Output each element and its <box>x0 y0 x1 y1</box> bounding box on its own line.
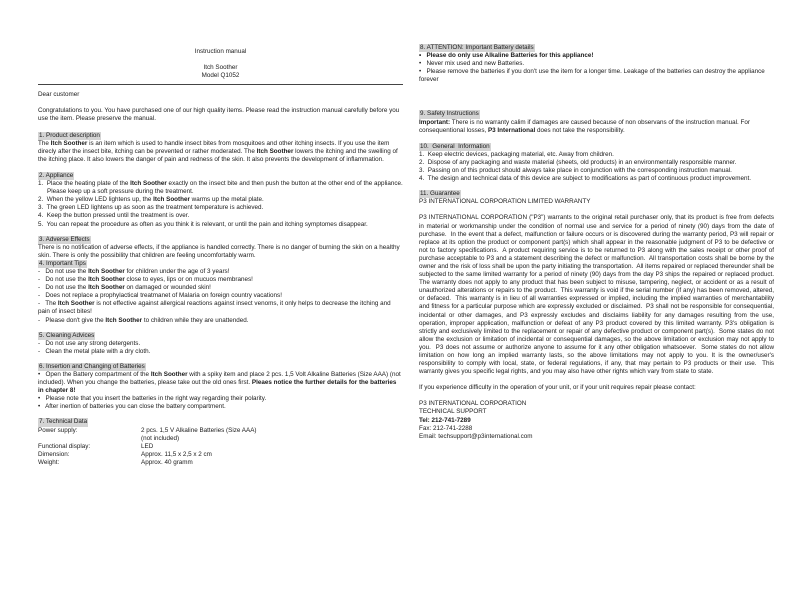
table-row: Power supply: 2 pcs. 1,5 V Alkaline Batteries (Size AAA) <box>38 426 257 434</box>
adverse-effects-text: There is no notification of adverse effects, if the appliance is handled correctly. There is no danger of burning the skin on a healthy skin. There is only the possibility that children are feeling uncomfortably warm. <box>38 243 402 259</box>
battery-detail: • Never mix used and new Batteries. <box>419 60 525 68</box>
product-name: Itch Soother <box>203 64 238 72</box>
right-column <box>419 0 778 441</box>
appliance-step: 1. Place the heating plate of the Itch Soother exactly on the insect bite and then push the button at the other end of the appliance. Please keep up a soft pressure during the treatment. <box>38 180 405 196</box>
contact-phone: Tel: 212-741-7289 <box>419 416 471 424</box>
table-row: Weight: Approx. 40 gramm <box>38 458 193 466</box>
contact-support: TECHNICAL SUPPORT <box>419 408 487 416</box>
tip-item: - Do not use the Itch Soother close to eyes, lips or on mucuos membranes! <box>38 276 253 284</box>
appliance-step: 3. The green LED lightens up as soon as the treatment temperature is achieved. <box>38 204 264 212</box>
section-heading-guarantee: 11. Guarantee <box>420 190 460 198</box>
battery-detail: • Please do only use Alkaline Batteries for this appliance! <box>419 52 594 60</box>
appliance-step: 2. When the yellow LED lightens up, the Itch Soother warms up the metal plate. <box>38 196 264 204</box>
section-heading-appliance: 2. Appliance <box>39 171 74 179</box>
contact-email: Email: techsupport@p3international.com <box>419 432 533 440</box>
section-heading-adverse-effects: 3. Adverse Effects <box>39 235 90 243</box>
section-heading-product-description: 1. Product description <box>39 131 100 139</box>
safety-text: Important: There is no warranty calim if damages are caused because of non observans of the instruction manual. For consequentional losses, P3 International does not take the responsibility. <box>419 118 752 134</box>
contact-company: P3 INTERNATIONAL CORPORATION <box>419 400 527 408</box>
general-info-item: 4. The design and technical data of this device are subject to modifications as part of continuous product improvement. <box>419 175 752 183</box>
battery-instruction: • After inertion of batteries you can close the battery compartment. <box>38 403 226 411</box>
technical-data-table <box>38 427 403 467</box>
section-heading-safety: 9. Safety Instructions <box>420 110 479 118</box>
section-heading-batteries: 6. Insertion and Changing of Batteries <box>39 362 145 370</box>
tip-item: - Does not replace a prophylactical treatmanet of Malaria on foreign country vacations! <box>38 292 282 300</box>
document-title: Instruction manual <box>194 48 247 55</box>
appliance-step: 5. You can repeat the procedure as often as you think it is relevant, or until the pain and itching symptomes disappear. <box>38 220 368 228</box>
tip-item: - Do not use the Itch Soother for children under the age of 3 years! <box>38 267 230 275</box>
cleaning-item: - Do not use any strong detergents. <box>38 339 141 347</box>
warranty-body: P3 INTERNATIONAL CORPORATION ("P3") warrants to the original retail purchaser only, that its product is free from defects in material or workmanship under the condition of normal use and service for a period of ninety (90) days from the date of purchase. In the event that a defect, malfunction or failure occurs or is discovered during the warranty period, P3 will repair or replace at its option the product or component part(s) which shall appear in the reasonable judgment of P3 to be defective or not to factory specifications. A product requiring service is to be returned to P3 along with the sales receipt or other proof of purchase acceptable to P3 and a statement describing the defect or malfunction. All transportation costs shall be borne by the owner and the risk of loss shall be upon the party initiating the transportation. All items repaired or replaced thereunder shall be subjected to the same limited warranty for a period of ninety (90) days from the day P3 ships the repaired or replaced product. The warranty does not apply to any product that has been subject to misuse, tampering, neglect, or accident or as a result of unauthorized alterations or repairs to the product. This warranty is void if the serial number (if any) has been removed, altered, or defaced. This warranty is in lieu of all warranties expressed or implied, including the implied warranties of merchantability and fitness for a particular purpose which are expressly excluded or disclaimed. P3 shall not be responsible for consequential, incidental or other damages, and P3 expressly excludes and disclaims liability for any damages resulting from the use, operation, improper application, malfunction or defeat of any P3 product covered by this limited warranty. P3's obligation is strictly and exclusively limited to the replacement or repair of any defective product or component part(s). Some states do not allow the exclusion or limitation of incidental or consequential damages, so the above limitation or exclusion may not apply to you. P3 does not assume or authorize anyone to assume for it any other obligation whatsoever. Some states do not allow limitation on how long an implied warranty lasts, so the above limitations may not apply to you. It is the owner/user's responsibility to comply with local, state, or federal regulations, if any, that may pertain to P3 products or their use. This warranty gives you specific legal rights, and you may also have other rights which vary from state to state. <box>419 214 778 376</box>
section-heading-technical-data: 7. Technical Data <box>39 418 88 426</box>
general-info-item: 2. Dispose of any packaging and waste material (sheets, old products) in an environmentally responsible manner. <box>419 158 737 166</box>
section-heading-general-information: 10. General Information <box>420 142 490 150</box>
greeting: Dear customer <box>38 91 80 99</box>
section-heading-battery-attention: 8. ATTENTION: Important Battery details <box>420 44 534 51</box>
tip-item: - Please don't give the Itch Soother to children while they are unattended. <box>38 316 249 324</box>
left-column <box>38 0 403 467</box>
contact-intro: If you experience difficulty in the operation of your unit, or if your unit requires repair please contact: <box>419 384 696 392</box>
battery-instruction: • Open the Battery compartment of the Itch Soother with a spiky item and place 2 pcs. 1,5 Volt Alkaline Batteries (Size AAA) (not included). When you change the batteries, please take out the old ones first. Pleaes notice the further details for the batteries in chapter 8! <box>38 371 403 395</box>
warranty-subtitle: P3 INTERNATIONAL CORPORATION LIMITED WARRANTY <box>419 198 591 206</box>
section-heading-important-tips: 4. Important Tips <box>39 259 86 267</box>
cleaning-item: - Clean the metal plate with a dry cloth. <box>38 347 151 355</box>
tip-item: - Do not use the Itch Soother on damaged or wounded skin! <box>38 284 211 292</box>
battery-instruction: • Please note that you insert the batteries in the right way regarding their polarity. <box>38 395 267 403</box>
table-row: Dimension: Approx. 11,5 x 2,5 x 2 cm <box>38 450 212 458</box>
tip-item: - The Itch Soother is not effective against allergical reactions against insect venoms, it only helps to decrease the itching and pain of insect bites! <box>38 300 393 316</box>
product-description-text: The Itch Soother is an item which is used to handle insect bites from mosquitoes and other itching insects. If you use the item direcly after the insect bite, itching can be prevented or rather moderated. The Itch Soother lowers the itching and the swelling of the itching place. It also lowers the danger of pain and redness of the skin. It also prevents the development of inflammation. <box>38 139 400 163</box>
table-row: Functional display: LED <box>38 442 154 450</box>
table-row: (not included) <box>141 434 180 442</box>
appliance-step: 4. Keep the button pressed until the treatment is over. <box>38 212 190 220</box>
general-info-item: 1. Keep electric devices, packaging material, etc. Away from children. <box>419 150 614 158</box>
model-number: Model Q1052 <box>201 72 240 80</box>
contact-fax: Fax: 212-741-2288 <box>419 424 473 432</box>
intro-paragraph: Congratulations to you. You have purchased one of our high quality items. Please read the instruction manual carefully before you use the item. Please preserve the manual. <box>38 107 401 123</box>
battery-detail: • Please remove the batteries if you don't use the item for a longer time. Leakage of the batteries can destroy the appliance forever <box>419 68 767 84</box>
general-info-item: 3. Passing on of this product should always take place in conjunction with the corresponding instruction manual. <box>419 167 732 175</box>
section-heading-cleaning: 5. Cleaning Advices <box>39 331 95 339</box>
